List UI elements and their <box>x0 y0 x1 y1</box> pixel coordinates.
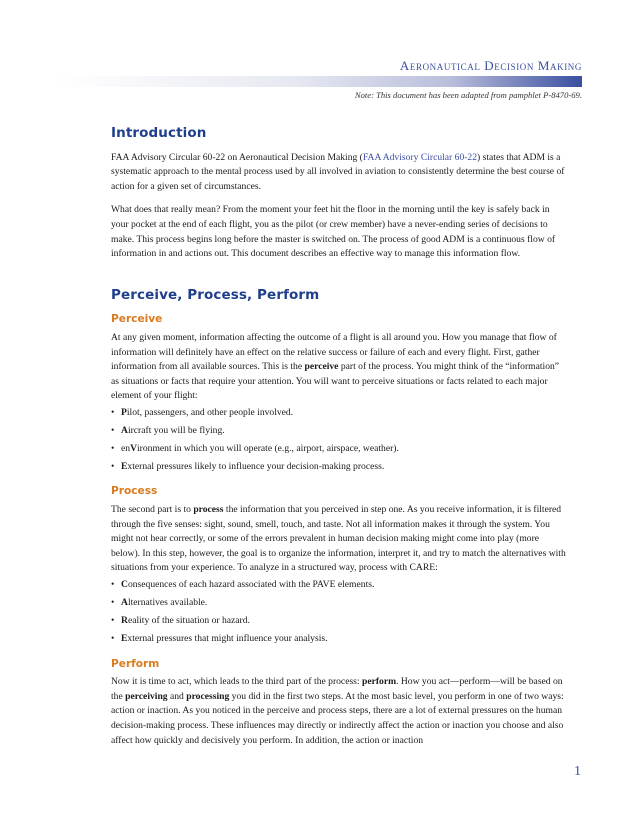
list-item <box>111 406 566 421</box>
list-item-text: xternal pressures that might influence your analysis. <box>127 632 328 644</box>
process-text-a: The second part is to <box>111 504 194 516</box>
process-paragraph <box>111 503 566 576</box>
list-item-text: eality of the situation or hazard. <box>127 614 250 626</box>
care-list <box>111 578 566 647</box>
document-title: Aeronautical Decision Making <box>399 58 582 73</box>
perform-heading: Perform <box>111 657 160 670</box>
document-body <box>111 126 566 757</box>
list-item-letter: E <box>121 632 128 644</box>
advisory-circular-link[interactable]: FAA Advisory Circular 60-22 <box>362 151 478 163</box>
perform-text-d: you did in the first two steps. At the most basic level, you perform in one of two ways: action or inaction. As you noticed in the perceive and process steps, there are a lot of external pressures on the human decision-making process. These influences may directly or indirectly affect the action or inaction you choose and also affect how quickly and decisively you perform. In addition, the action or inaction <box>111 690 564 746</box>
list-item-letter: E <box>121 460 128 472</box>
list-item-text: ilot, passengers, and other people involved. <box>126 406 294 418</box>
perform-text-b: . How you act—perform—will be based on the <box>111 676 563 702</box>
perceive-heading: Perceive <box>111 313 163 326</box>
perform-bold: perform <box>361 676 397 688</box>
list-item-text: xternal pressures likely to influence your decision-making process. <box>127 460 385 472</box>
perceive-text-a: At any given moment, information affecting the outcome of a flight is all around you. How you manage that flow of information will definitely have an effect on the relative success or failure of each and every flight. First, gather information from all available sources. This is the <box>111 331 557 373</box>
process-text-b: the information that you perceived in step one. As you receive information, it is filtered through the five senses: sight, sound, smell, touch, and taste. Not all information makes it through the system. You might not hear correctly, or some of the errors prevalent in human decision making might come into play (more below). In this step, however, the goal is to organize the information, interpret it, and try to match the alternatives with situations from your experience. To analyze in a structured way, process with CARE: <box>111 504 566 574</box>
perform-text-c: and <box>167 690 187 702</box>
intro-p1-text-a: FAA Advisory Circular 60-22 on Aeronautical Decision Making ( <box>111 151 363 163</box>
intro-heading: Introduction <box>111 125 207 141</box>
list-item-letter: R <box>121 614 128 626</box>
intro-paragraph-2: What does that really mean? From the moment your feet hit the floor in the morning until the key is safely back in your pocket at the end of each flight, you as the pilot (or crew member) have a never-ending series of decisions to make. This process begins long before the master is switched on. The process of good ADM is a continuous flow of information in and actions out. This document describes an effective way to manage this information flow. <box>111 204 556 260</box>
list-item-letter: V <box>130 442 137 454</box>
list-item-letter: P <box>121 406 127 418</box>
process-heading: Process <box>111 485 158 498</box>
list-item-text: lternatives available. <box>127 597 208 608</box>
adaptation-note: Note: This document has been adapted from pamphlet P-8470-69. <box>354 90 582 100</box>
intro-paragraph-1 <box>111 151 566 195</box>
list-item <box>111 424 566 439</box>
perceive-bold: perceive <box>304 361 339 373</box>
list-item <box>111 614 566 629</box>
list-item-letter: C <box>121 579 128 591</box>
list-item-prefix: en <box>121 442 131 454</box>
list-item <box>111 596 566 611</box>
list-item <box>111 632 566 647</box>
list-item-letter: A <box>121 424 128 436</box>
list-item <box>111 460 566 475</box>
list-item <box>111 442 566 457</box>
page-number: 1 <box>574 764 581 779</box>
process-bold: process <box>193 504 224 516</box>
list-item-text: ircraft you will be flying. <box>127 424 225 436</box>
perceive-text-b: part of the process. You might think of the “information” as situations or facts that require your attention. You will want to perceive situations or facts related to each major element of your flight: <box>111 361 560 402</box>
perceive-paragraph <box>111 331 566 404</box>
list-item-letter: A <box>121 597 128 608</box>
ppp-heading: Perceive, Process, Perform <box>111 286 320 303</box>
perceiving-bold: perceiving <box>125 690 168 702</box>
header-gradient-rule <box>56 76 582 87</box>
list-item <box>111 578 566 593</box>
pave-list <box>111 406 566 475</box>
processing-bold: processing <box>186 690 230 702</box>
perform-text-a: Now it is time to act, which leads to the third part of the process: <box>111 676 362 688</box>
list-item-text: onsequences of each hazard associated with the PAVE elements. <box>127 579 375 591</box>
intro-p1-text-b: ) states that ADM is a systematic approach to the mental process used by all involved in aviation to consistently determine the best course of action for a given set of circumstances. <box>111 151 565 192</box>
perform-paragraph <box>111 675 566 748</box>
list-item-text: ironment in which you will operate (e.g., airport, airspace, weather). <box>137 442 399 454</box>
